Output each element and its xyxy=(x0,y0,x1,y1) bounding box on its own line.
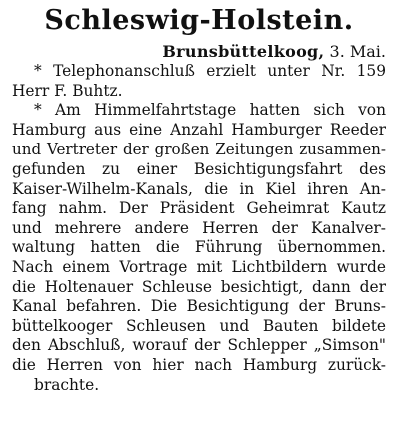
text-line: den Abschluß, worauf der Schlepper „Simson" xyxy=(12,336,386,355)
text-line: * Telephonanschluß erzielt unter Nr. 159 xyxy=(34,62,386,80)
dateline xyxy=(12,42,386,61)
text-line: Herr F. Buhtz. xyxy=(12,81,123,100)
text-line: brachte. xyxy=(34,375,100,394)
text-line: und Vertreter der großen Zeitungen zusammen- xyxy=(12,140,386,159)
dateline-place: Brunsbüttelkoog, xyxy=(162,42,325,61)
text-line: Hamburg aus eine Anzahl Hamburger Reeder xyxy=(12,120,386,139)
text-line: fang nahm. Der Präsident Geheimrat Kautz xyxy=(12,199,386,218)
text-line: Kaiser-Wilhelm-Kanals, die in Kiel ihren An- xyxy=(12,179,386,198)
headline: Schleswig-Holstein. xyxy=(44,5,354,36)
text-line: Nach einem Vortrage mit Lichtbildern wurde xyxy=(12,257,386,276)
text-line: die Holtenauer Schleuse besichtigt, dann der xyxy=(12,277,386,296)
text-line: * Am Himmelfahrtstage hatten sich von xyxy=(34,101,386,120)
text-line: und mehrere andere Herren der Kanalver- xyxy=(12,218,386,237)
text-line: gefunden zu einer Besichtigungsfahrt des xyxy=(12,159,386,178)
text-line: Kanal befahren. Die Besichtigung der Bruns- xyxy=(12,297,386,316)
text-line: die Herren von hier nach Hamburg zurück- xyxy=(12,355,386,374)
dateline-date: 3. Mai. xyxy=(329,42,386,61)
text-line: waltung hatten die Führung übernommen. xyxy=(12,238,386,257)
text-line: büttelkooger Schleusen und Bauten bildete xyxy=(12,316,386,335)
paragraph-excursion xyxy=(12,101,386,395)
paragraph-telephone xyxy=(12,62,386,101)
